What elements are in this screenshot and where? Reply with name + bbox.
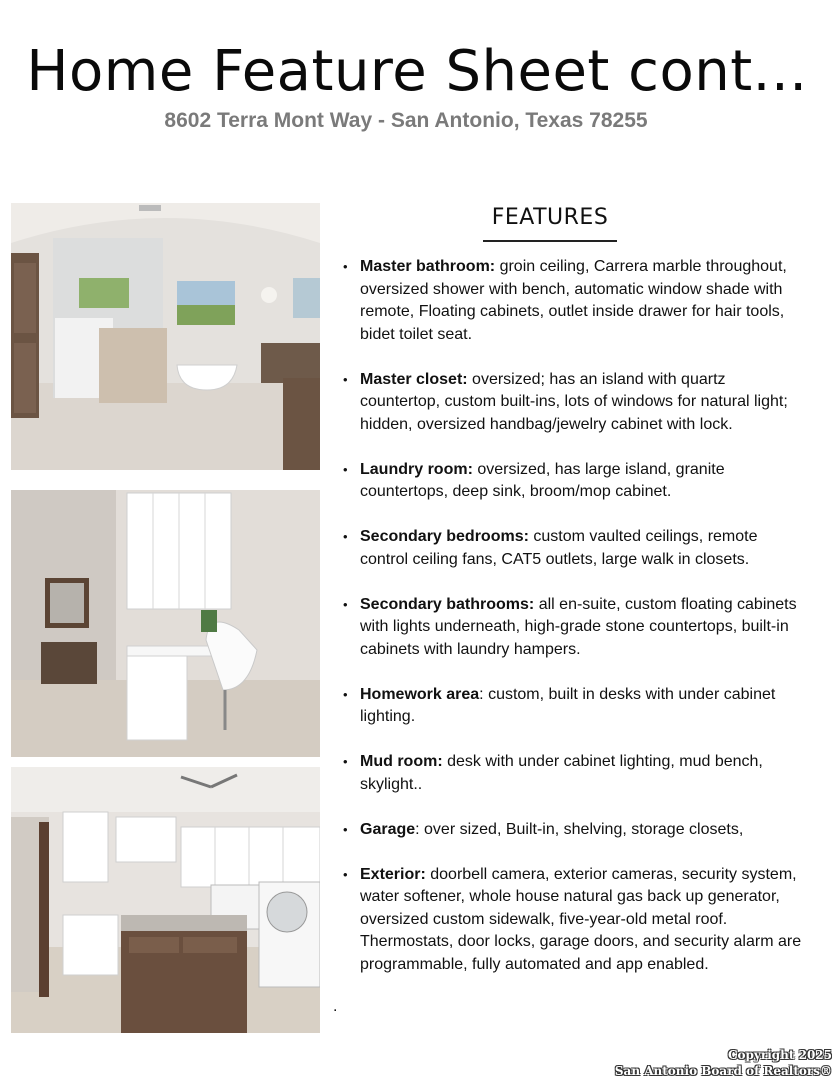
feature-item-secondary-bedrooms	[343, 526, 807, 571]
feature-label: Homework area	[360, 685, 480, 703]
copyright-watermark	[615, 1047, 832, 1079]
feature-text: all en-suite, custom floating cabinets with lights underneath, high-grade stone countertops, built-in cabinets with laundry hampers.	[360, 595, 797, 658]
features-divider	[483, 240, 617, 242]
feature-label: Master closet:	[360, 370, 468, 388]
feature-text: oversized, has large island, granite countertops, deep sink, broom/mop cabinet.	[360, 460, 725, 500]
feature-label: Secondary bedrooms:	[360, 528, 529, 545]
feature-label: Garage	[360, 820, 416, 838]
copyright-line: Copyright 2025	[727, 1048, 832, 1062]
homework-area-photo	[11, 490, 320, 757]
feature-item-laundry-room	[343, 459, 807, 504]
features-heading: FEATURES	[491, 205, 609, 230]
feature-item-master-bathroom	[343, 256, 807, 346]
feature-item-secondary-bathrooms	[343, 594, 807, 662]
property-address: 8602 Terra Mont Way - San Antonio, Texas 78255	[164, 109, 648, 132]
feature-item-homework-area	[343, 684, 807, 729]
feature-label: Master bathroom:	[360, 258, 496, 275]
trailing-dot: .	[333, 998, 338, 1015]
copyright-owner: San Antonio Board of Realtors®	[614, 1064, 832, 1078]
feature-item-mud-room	[343, 751, 807, 796]
master-bathroom-photo	[11, 203, 320, 470]
feature-item-master-closet	[343, 369, 807, 437]
feature-text: custom vaulted ceilings, remote control ceiling fans, CAT5 outlets, large walk in closets.	[360, 528, 758, 568]
feature-text: desk with under cabinet lighting, mud bench, skylight..	[360, 753, 763, 793]
page-title: Home Feature Sheet cont...	[26, 39, 808, 104]
feature-text: oversized; has an island with quartz countertop, custom built-ins, lots of windows for natural light; hidden, oversized handbag/jewelry cabinet with lock.	[360, 370, 788, 433]
feature-text: : over sized, Built-in, shelving, storage closets,	[415, 820, 744, 838]
feature-label: Exterior:	[360, 865, 426, 883]
laundry-room-photo	[11, 767, 320, 1033]
feature-text: doorbell camera, exterior cameras, security system, water softener, whole house natural gas back up generator, oversized custom sidewalk, five-year-old metal roof. Thermostats, door locks, garage doors, and security alarm are programmable, fully automated and app enabled.	[360, 865, 802, 973]
feature-label: Mud room:	[360, 753, 443, 770]
feature-label: Laundry room:	[360, 460, 473, 478]
feature-item-exterior	[343, 864, 807, 977]
feature-label: Secondary bathrooms:	[360, 595, 535, 613]
feature-text: groin ceiling, Carrera marble throughout, oversized shower with bench, automatic window shade with remote, Floating cabinets, outlet inside drawer for hair tools, bidet toilet seat.	[360, 258, 787, 343]
features-list	[343, 256, 807, 999]
feature-text: : custom, built in desks with under cabinet lighting.	[360, 685, 776, 725]
feature-item-garage	[343, 819, 807, 842]
